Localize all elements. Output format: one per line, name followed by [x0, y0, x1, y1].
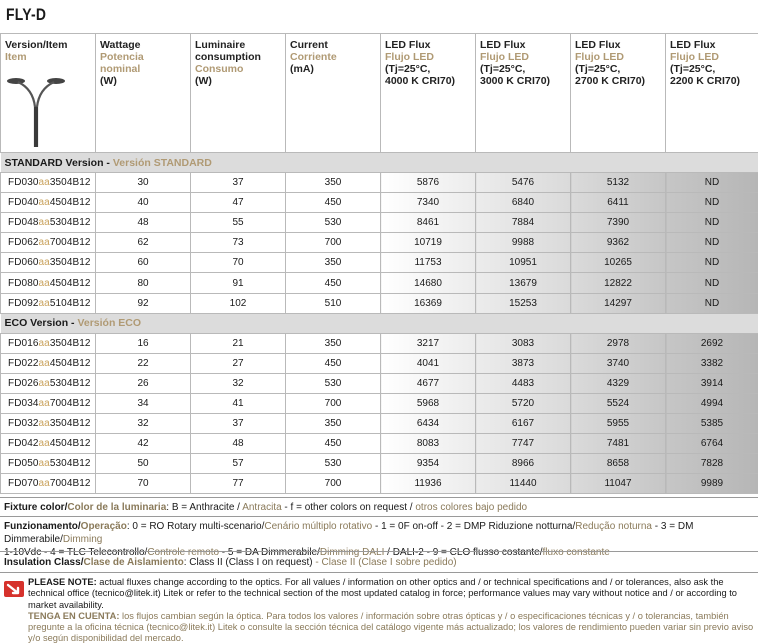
wattage-cell: 50: [96, 454, 191, 474]
flux-4000k-cell: 4041: [381, 353, 476, 373]
spec-table: [0, 33, 758, 494]
flux-2200k-cell: ND: [666, 273, 758, 293]
flux-4000k-cell: 14680: [381, 273, 476, 293]
current-cell: 350: [286, 253, 381, 273]
wattage-cell: 60: [96, 253, 191, 273]
item-code-variant: aa: [38, 438, 50, 450]
item-code-variant: aa: [38, 357, 50, 369]
flux-2200k-cell: ND: [666, 173, 758, 193]
flux-2200k-cell: 7828: [666, 454, 758, 474]
table-row: [1, 434, 758, 454]
flux-2700k-cell: 4329: [571, 373, 666, 393]
item-code-prefix: FD070: [8, 478, 39, 490]
table-row: [1, 474, 758, 494]
current-cell: 510: [286, 293, 381, 313]
table-row: [1, 393, 758, 413]
header-es: Corriente: [290, 51, 337, 63]
flux-4000k-cell: 8461: [381, 213, 476, 233]
item-code-suffix: 5104B12: [49, 297, 91, 309]
header-unit: (W): [195, 75, 212, 87]
item-code-prefix: FD034: [8, 397, 39, 409]
header-cct: 4000 K CRI70): [385, 75, 456, 87]
current-cell: 530: [286, 373, 381, 393]
table-row: [1, 353, 758, 373]
flux-3000k-cell: 3083: [476, 333, 571, 353]
note-text-es: Redução noturna: [575, 521, 652, 532]
note-text: : B = Anthracite: [166, 502, 235, 513]
header-es: Flujo LED: [670, 51, 719, 63]
flux-2200k-cell: ND: [666, 293, 758, 313]
wattage-cell: 32: [96, 414, 191, 434]
header-cct: 3000 K CRI70): [480, 75, 551, 87]
item-code-prefix: FD026: [8, 377, 39, 389]
wattage-cell: 22: [96, 353, 191, 373]
current-cell: 350: [286, 173, 381, 193]
note-text: - 5 = DA Dimmerabile: [219, 547, 318, 558]
note-text-es: - Clase II (Clase I sobre pedido): [312, 557, 457, 568]
item-code: [1, 333, 96, 353]
flux-2700k-cell: 11047: [571, 474, 666, 494]
flux-2200k-cell: 3914: [666, 373, 758, 393]
col-header-flux-2700k: [571, 34, 666, 153]
note-text-es: Cenário múltiplo rotativo: [264, 521, 373, 532]
flux-2700k-cell: 10265: [571, 253, 666, 273]
item-code-suffix: 5304B12: [49, 458, 91, 470]
wattage-cell: 30: [96, 173, 191, 193]
flux-4000k-cell: 7340: [381, 193, 476, 213]
item-code-suffix: 3504B12: [49, 177, 91, 189]
table-row: [1, 233, 758, 253]
flux-3000k-cell: 5720: [476, 393, 571, 413]
consumption-cell: 47: [191, 193, 286, 213]
flux-3000k-cell: 10951: [476, 253, 571, 273]
note-text: - 3 = DM Dimmerabile: [4, 521, 694, 545]
section-title-es: Versión ECO: [77, 317, 142, 330]
flux-3000k-cell: 15253: [476, 293, 571, 313]
col-header-consumption: [191, 34, 286, 153]
item-code-variant: aa: [38, 458, 50, 470]
header-cond: (Tj=25°C,: [670, 63, 716, 75]
current-cell: 700: [286, 233, 381, 253]
header-cct: 2200 K CRI70): [670, 75, 741, 87]
insulation-note: Insulation Class/Clase de Aislamiento: Class II (Class I on request) - Clase II (Clase I sobre pedido): [4, 557, 457, 568]
consumption-cell: 102: [191, 293, 286, 313]
header-en: Version/Item: [5, 39, 68, 51]
item-code-variant: aa: [38, 197, 50, 209]
flux-3000k-cell: 11440: [476, 474, 571, 494]
note-label: PLEASE NOTE:: [28, 577, 97, 587]
divider: [0, 572, 758, 573]
section-title-en: ECO Version: [4, 317, 69, 330]
table-row: [1, 173, 758, 193]
flux-3000k-cell: 7747: [476, 434, 571, 454]
header-es: Consumo: [195, 63, 244, 75]
current-cell: 700: [286, 474, 381, 494]
note-text: actual fluxes change according to the optics. For all values / information on other optics and / or technical specifications and / or tolerances, also ask the technical office (tecnico@litek.it) Litek or refer to the technical section of the most updated catalog in force; performance values may vary without notice and / or according to market availability.: [28, 577, 737, 610]
table-row: [1, 253, 758, 273]
flux-2700k-cell: 8658: [571, 454, 666, 474]
note-text: f = other colors on request: [290, 502, 408, 513]
current-cell: 530: [286, 213, 381, 233]
consumption-cell: 70: [191, 253, 286, 273]
header-cond: (Tj=25°C,: [575, 63, 621, 75]
section-header: [1, 313, 758, 333]
flux-2200k-cell: 6764: [666, 434, 758, 454]
header-unit: (mA): [290, 63, 314, 75]
flux-4000k-cell: 9354: [381, 454, 476, 474]
col-header-version: [1, 34, 96, 153]
flux-2200k-cell: 4994: [666, 393, 758, 413]
header-es: Potencia nominal: [100, 51, 144, 75]
table-row: [1, 454, 758, 474]
flux-2200k-cell: 9989: [666, 474, 758, 494]
item-code-prefix: FD016: [8, 337, 39, 349]
header-en: Luminaire consumption: [195, 39, 261, 63]
section-sep: -: [103, 156, 113, 169]
flux-2700k-cell: 5132: [571, 173, 666, 193]
section-title-es: Versión STANDARD: [112, 156, 212, 169]
col-header-current: [286, 34, 381, 153]
item-code-suffix: 3504B12: [49, 257, 91, 269]
wattage-cell: 70: [96, 474, 191, 494]
wattage-cell: 48: [96, 213, 191, 233]
current-cell: 450: [286, 353, 381, 373]
table-row: [1, 373, 758, 393]
note-text-es: Dimming DALI: [319, 547, 385, 558]
col-header-wattage: [96, 34, 191, 153]
flux-3000k-cell: 8966: [476, 454, 571, 474]
item-code-prefix: FD022: [8, 357, 39, 369]
flux-3000k-cell: 6840: [476, 193, 571, 213]
item-code-suffix: 4504B12: [49, 357, 91, 369]
header-en: LED Flux: [385, 39, 431, 51]
item-code-variant: aa: [38, 277, 50, 289]
item-code: [1, 293, 96, 313]
item-code: [1, 233, 96, 253]
table-row: [1, 193, 758, 213]
flux-4000k-cell: 6434: [381, 414, 476, 434]
item-code: [1, 454, 96, 474]
flux-2200k-cell: 2692: [666, 333, 758, 353]
flux-2700k-cell: 12822: [571, 273, 666, 293]
item-code: [1, 474, 96, 494]
header-es: Flujo LED: [385, 51, 434, 63]
table-row: [1, 333, 758, 353]
flux-2700k-cell: 7390: [571, 213, 666, 233]
flux-4000k-cell: 16369: [381, 293, 476, 313]
flux-2700k-cell: 14297: [571, 293, 666, 313]
item-code-prefix: FD080: [8, 277, 39, 289]
note-text-es: los flujos cambian según la óptica. Para todos los valores / información sobre otras ópticas y / o especificaciones técnicas y / o tolerancias, también pregunte a la oficina técnica (tecnico@litek.it) Litek o consulte la sección técnica del catálogo vigente más actualizado; los valores de rendimiento pueden variar sin previo aviso y/o según disponibilidad del mercado.: [28, 610, 754, 644]
item-code-suffix: 3504B12: [49, 337, 91, 349]
header-unit: (W): [100, 75, 117, 87]
flux-2700k-cell: 3740: [571, 353, 666, 373]
current-cell: 530: [286, 454, 381, 474]
header-cond: (Tj=25°C,: [385, 63, 431, 75]
section-title: [1, 313, 758, 333]
note-label-es: TENGA EN CUENTA:: [28, 610, 120, 621]
header-es: Flujo LED: [575, 51, 624, 63]
current-cell: 350: [286, 414, 381, 434]
please-note: [28, 577, 756, 644]
flux-3000k-cell: 6167: [476, 414, 571, 434]
flux-2200k-cell: ND: [666, 233, 758, 253]
item-code-prefix: FD062: [8, 237, 39, 249]
header-en: LED Flux: [480, 39, 526, 51]
item-code-suffix: 7004B12: [49, 397, 91, 409]
item-code-prefix: FD050: [8, 458, 39, 470]
note-text: : 0 = RO Rotary multi-scenario: [126, 521, 262, 532]
col-header-flux-3000k: [476, 34, 571, 153]
current-cell: 700: [286, 393, 381, 413]
wattage-cell: 62: [96, 233, 191, 253]
flux-2200k-cell: 3382: [666, 353, 758, 373]
item-code-suffix: 3504B12: [49, 418, 91, 430]
note-label-es: Color de la luminaria: [67, 502, 167, 513]
item-code-prefix: FD048: [8, 217, 39, 229]
section-title: [1, 153, 758, 173]
flux-4000k-cell: 10719: [381, 233, 476, 253]
table-row: [1, 213, 758, 233]
flux-2200k-cell: 5385: [666, 414, 758, 434]
flux-2700k-cell: 2978: [571, 333, 666, 353]
section-title-en: STANDARD Version: [4, 156, 104, 169]
flux-4000k-cell: 11753: [381, 253, 476, 273]
consumption-cell: 73: [191, 233, 286, 253]
consumption-cell: 41: [191, 393, 286, 413]
note-text-es: Controle remoto: [147, 547, 220, 558]
item-code-variant: aa: [38, 297, 50, 309]
note-text: / DALI-2 - 9 = CLO flusso costante: [384, 547, 540, 558]
item-code-variant: aa: [38, 377, 50, 389]
header-en: LED Flux: [575, 39, 621, 51]
item-code: [1, 414, 96, 434]
item-code-suffix: 4504B12: [49, 197, 91, 209]
header-es: Flujo LED: [480, 51, 529, 63]
table-body: [1, 153, 758, 494]
consumption-cell: 48: [191, 434, 286, 454]
fixture-color-note: Fixture color/Color de la luminaria: B = Anthracite / Antracita - f = other colors on request / otros colores bajo pedido: [4, 502, 528, 513]
flux-4000k-cell: 5968: [381, 393, 476, 413]
item-code-prefix: FD042: [8, 438, 39, 450]
table-row: [1, 273, 758, 293]
street-lamp-icon: [5, 67, 67, 147]
consumption-cell: 27: [191, 353, 286, 373]
item-code: [1, 353, 96, 373]
note-label: Fixture color: [4, 502, 65, 513]
consumption-cell: 37: [191, 173, 286, 193]
note-text-es: Antracita: [242, 502, 282, 513]
col-header-flux-4000k: [381, 34, 476, 153]
note-text: : Class II (Class I on request): [183, 557, 313, 568]
wattage-cell: 92: [96, 293, 191, 313]
item-code-suffix: 7004B12: [49, 237, 91, 249]
consumption-cell: 32: [191, 373, 286, 393]
divider: [0, 516, 758, 517]
flux-3000k-cell: 3873: [476, 353, 571, 373]
flux-2200k-cell: ND: [666, 253, 758, 273]
current-cell: 450: [286, 434, 381, 454]
note-label-es: Operação: [80, 521, 127, 532]
col-header-flux-2200k: [666, 34, 758, 153]
wattage-cell: 26: [96, 373, 191, 393]
flux-2200k-cell: ND: [666, 193, 758, 213]
table-row: [1, 414, 758, 434]
consumption-cell: 37: [191, 414, 286, 434]
item-code: [1, 434, 96, 454]
note-label: Insulation Class: [4, 557, 81, 568]
item-code-suffix: 4504B12: [49, 438, 91, 450]
item-code-variant: aa: [38, 237, 50, 249]
item-code-suffix: 5304B12: [49, 377, 91, 389]
flux-2700k-cell: 6411: [571, 193, 666, 213]
wattage-cell: 34: [96, 393, 191, 413]
consumption-cell: 55: [191, 213, 286, 233]
header-row: [1, 34, 758, 153]
flux-3000k-cell: 9988: [476, 233, 571, 253]
flux-4000k-cell: 5876: [381, 173, 476, 193]
flux-2700k-cell: 7481: [571, 434, 666, 454]
section-header: [1, 153, 758, 173]
note-label-es: Clase de Aislamiento: [83, 557, 184, 568]
item-code: [1, 393, 96, 413]
functioning-note: Funzionamento/Operação: 0 = RO Rotary multi-scenario/Cenário múltiplo rotativo - 1 = 0F on-off - 2 = DMP Riduzione notturna/Redução noturna - 3 = DM Dimmerabile/Dimming 1-10Vdc - 4 = TLC Telecontrollo/Controle remoto - 5 = DA Dimmerabile/Dimming DALI / DALI-2 - 9 = CLO flusso costante/fluxo constante: [4, 521, 694, 558]
current-cell: 450: [286, 273, 381, 293]
note-label: Funzionamento: [4, 521, 78, 532]
header-en: LED Flux: [670, 39, 716, 51]
item-code-prefix: FD030: [8, 177, 39, 189]
flux-4000k-cell: 3217: [381, 333, 476, 353]
table-row: [1, 293, 758, 313]
flux-3000k-cell: 5476: [476, 173, 571, 193]
flux-2700k-cell: 5955: [571, 414, 666, 434]
item-code-prefix: FD040: [8, 197, 39, 209]
header-es: Item: [5, 51, 27, 63]
item-code: [1, 253, 96, 273]
header-en: Wattage: [100, 39, 141, 51]
flux-2200k-cell: ND: [666, 213, 758, 233]
consumption-cell: 77: [191, 474, 286, 494]
warning-icon: [4, 581, 24, 597]
current-cell: 350: [286, 333, 381, 353]
item-code-variant: aa: [38, 418, 50, 430]
flux-2700k-cell: 9362: [571, 233, 666, 253]
item-code-suffix: 5304B12: [49, 217, 91, 229]
section-sep: -: [68, 317, 78, 330]
flux-3000k-cell: 7884: [476, 213, 571, 233]
item-code-variant: aa: [38, 478, 50, 490]
wattage-cell: 80: [96, 273, 191, 293]
flux-4000k-cell: 4677: [381, 373, 476, 393]
item-code-variant: aa: [38, 177, 50, 189]
item-code-variant: aa: [38, 257, 50, 269]
item-code-variant: aa: [38, 397, 50, 409]
flux-4000k-cell: 11936: [381, 474, 476, 494]
item-code: [1, 173, 96, 193]
header-en: Current: [290, 39, 328, 51]
item-code: [1, 273, 96, 293]
note-text: 1-10Vdc - 4 = TLC Telecontrollo: [4, 547, 145, 558]
note-text-es: fluxo constante: [542, 547, 610, 558]
header-cond: (Tj=25°C,: [480, 63, 526, 75]
flux-3000k-cell: 4483: [476, 373, 571, 393]
item-code: [1, 213, 96, 233]
flux-4000k-cell: 8083: [381, 434, 476, 454]
item-code-variant: aa: [38, 217, 50, 229]
wattage-cell: 40: [96, 193, 191, 213]
divider: [0, 497, 758, 498]
current-cell: 450: [286, 193, 381, 213]
item-code: [1, 373, 96, 393]
flux-3000k-cell: 13679: [476, 273, 571, 293]
wattage-cell: 16: [96, 333, 191, 353]
consumption-cell: 91: [191, 273, 286, 293]
item-code-prefix: FD092: [8, 297, 39, 309]
wattage-cell: 42: [96, 434, 191, 454]
header-cct: 2700 K CRI70): [575, 75, 646, 87]
item-code-suffix: 7004B12: [49, 478, 91, 490]
consumption-cell: 21: [191, 333, 286, 353]
consumption-cell: 57: [191, 454, 286, 474]
note-text: - 1 = 0F on-off - 2 = DMP Riduzione notturna: [372, 521, 573, 532]
divider: [0, 551, 758, 552]
page-title: FLY-D: [6, 5, 47, 24]
item-code-suffix: 4504B12: [49, 277, 91, 289]
item-code-prefix: FD060: [8, 257, 39, 269]
note-text-es: Dimming: [62, 534, 103, 545]
item-code: [1, 193, 96, 213]
item-code-prefix: FD032: [8, 418, 39, 430]
item-code-variant: aa: [38, 337, 50, 349]
note-text-es: otros colores bajo pedido: [415, 502, 528, 513]
flux-2700k-cell: 5524: [571, 393, 666, 413]
